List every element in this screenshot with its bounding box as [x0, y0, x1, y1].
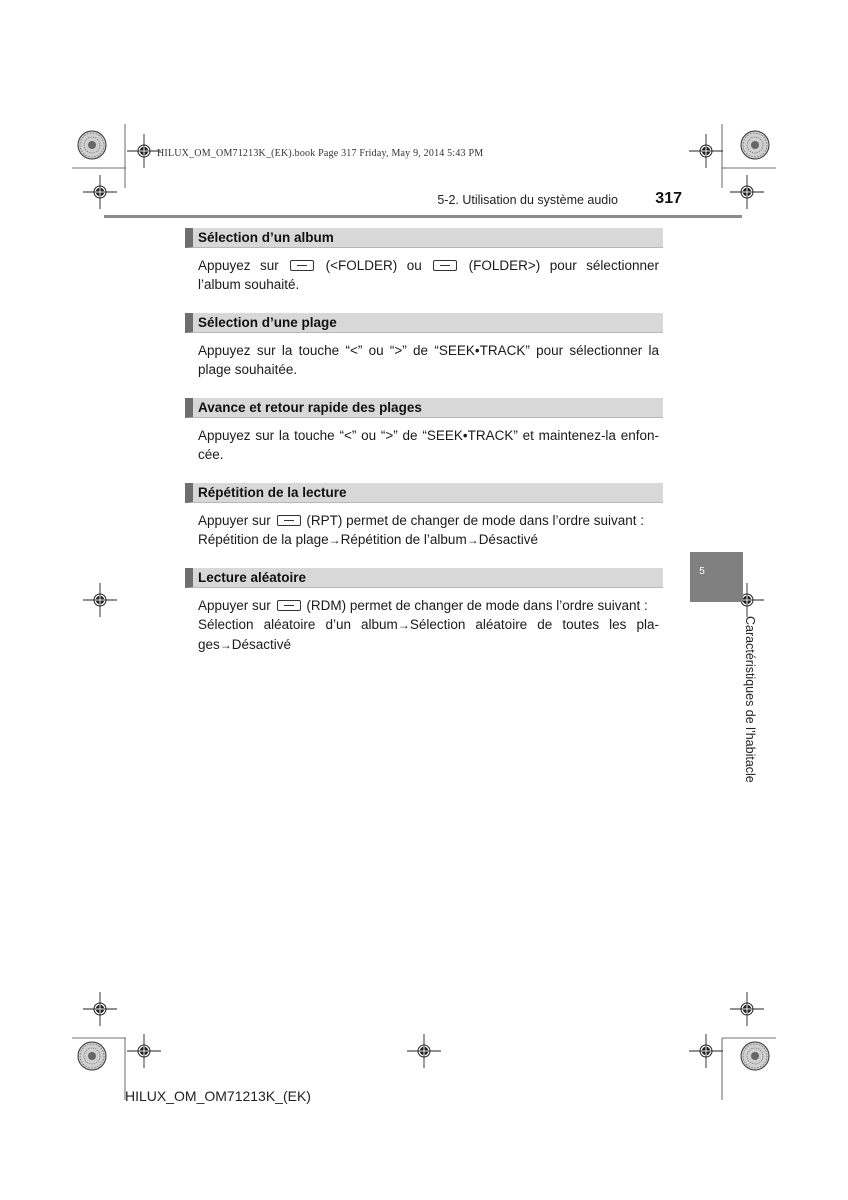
section-fast-forward-rewind: [185, 398, 663, 464]
section-body: Appuyer sur (RPT) permet de changer de mode dans l’ordre suivant : Répétition de la plage→Répétition de l’album→Désactivé: [198, 513, 644, 547]
section-title: Avance et retour rapide des plages: [185, 398, 663, 418]
registration-mark-icon: [730, 992, 764, 1026]
panel-button-icon: [290, 260, 314, 271]
color-calibration-target-icon: [78, 131, 106, 159]
registration-mark-icon: [83, 992, 117, 1026]
registration-mark-icon: [127, 134, 161, 168]
registration-mark-icon: [730, 175, 764, 209]
section-repeat-playback: [185, 483, 663, 550]
panel-button-icon: [433, 260, 457, 271]
section-track-selection: [185, 313, 663, 379]
chapter-title: Caractéristiques de l’habitacle: [743, 616, 757, 783]
registration-mark-icon: [83, 583, 117, 617]
section-body: Appuyez sur la touche “<” ou “>” de “SEEK•TRACK” pour sélectionner la plage souhaitée.: [198, 343, 659, 377]
arrow-right-icon: →: [397, 618, 410, 632]
footer-document-code: HILUX_OM_OM71213K_(EK): [125, 1088, 311, 1104]
panel-button-icon: [277, 600, 301, 611]
section-album-selection: [185, 228, 663, 294]
running-header-section: 5-2. Utilisation du système audio: [437, 193, 618, 207]
color-calibration-target-icon: [741, 1042, 769, 1070]
section-body: Appuyez sur la touche “<” ou “>” de “SEEK•TRACK” et maintenez-la enfon-cée.: [198, 428, 659, 462]
arrow-right-icon: →: [466, 533, 479, 547]
panel-button-icon: [277, 515, 301, 526]
color-calibration-target-icon: [78, 1042, 106, 1070]
section-title: Lecture aléatoire: [185, 568, 663, 588]
section-title: Sélection d’une plage: [185, 313, 663, 333]
registration-mark-icon: [407, 1034, 441, 1068]
section-body: Appuyez sur (<FOLDER) ou (FOLDER>) pour sélectionner l’album souhaité.: [198, 258, 659, 292]
section-title: Sélection d’un album: [185, 228, 663, 248]
color-calibration-target-icon: [741, 131, 769, 159]
print-file-info: HILUX_OM_OM71213K_(EK).book Page 317 Friday, May 9, 2014 5:43 PM: [157, 148, 484, 159]
chapter-tab: [690, 552, 743, 602]
section-body: Appuyer sur (RDM) permet de changer de mode dans l’ordre suivant : Sélection aléatoire d’un album→Sélection aléatoire de toutes les pla-ges→Désactivé: [198, 598, 659, 652]
chapter-number: 5: [699, 566, 705, 577]
arrow-right-icon: →: [219, 638, 232, 652]
section-title: Répétition de la lecture: [185, 483, 663, 503]
section-random-playback: [185, 568, 663, 655]
page-number: 317: [655, 190, 682, 207]
registration-mark-icon: [689, 1034, 723, 1068]
arrow-right-icon: →: [328, 533, 341, 547]
registration-mark-icon: [127, 1034, 161, 1068]
header-rule: [104, 215, 742, 218]
registration-mark-icon: [83, 175, 117, 209]
registration-mark-icon: [689, 134, 723, 168]
